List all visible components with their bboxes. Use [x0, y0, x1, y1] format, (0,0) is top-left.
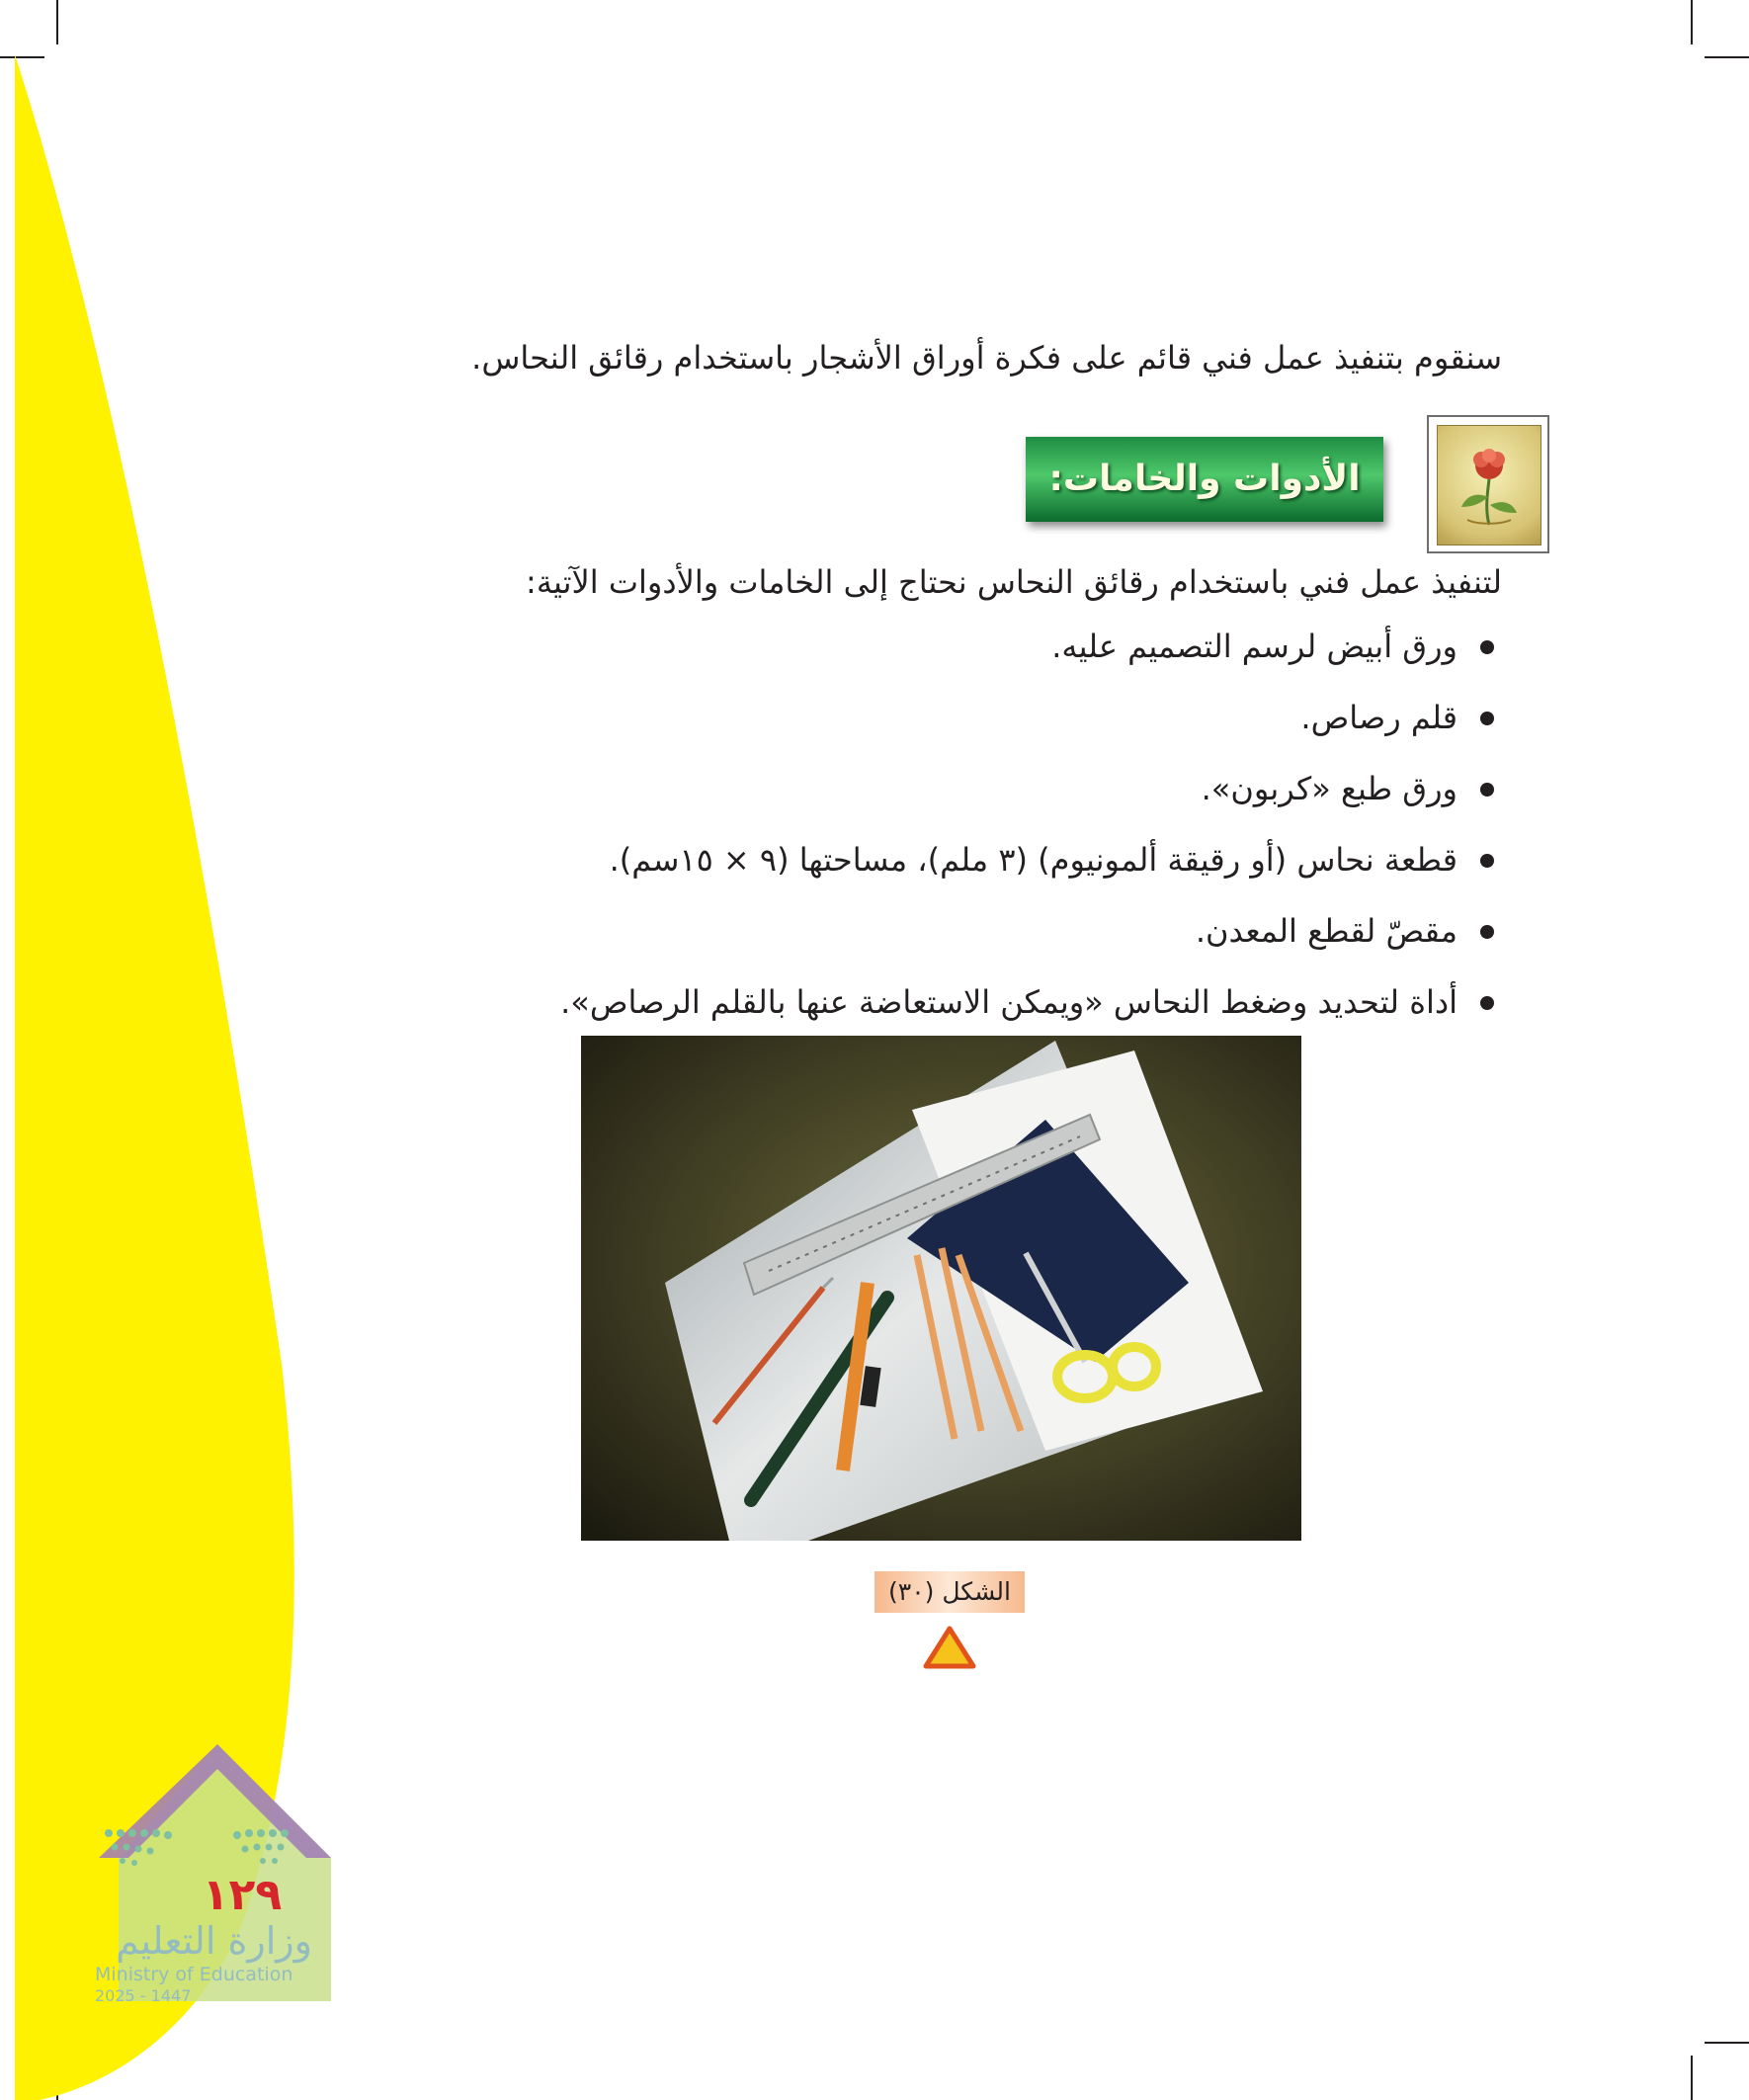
intro-paragraph: سنقوم بتنفيذ عمل فني قائم على فكرة أوراق الأشجار باستخدام رقائق النحاس.: [471, 339, 1502, 377]
list-item-text: قلم رصاص.: [1300, 699, 1458, 736]
figure-caption: الشكل (٣٠): [874, 1571, 1025, 1613]
section-heading: [1026, 415, 1549, 553]
list-item: [316, 623, 1502, 694]
list-item: [316, 907, 1502, 978]
flower-icon: [1427, 415, 1549, 553]
list-item-text: أداة لتحديد وضغط النحاس «ويمكن الاستعاضة عنها بالقلم الرصاص».: [560, 983, 1458, 1021]
materials-list: [316, 623, 1502, 1050]
page-number: ١٢٩: [202, 1870, 283, 1920]
list-item-text: مقصّ لقطع المعدن.: [1195, 912, 1458, 950]
flower-icon-graphic: [1438, 426, 1541, 545]
list-item: [316, 836, 1502, 907]
bullet-icon: [1480, 712, 1494, 725]
flower-icon-frame: [1437, 425, 1541, 546]
bullet-icon: [1480, 783, 1494, 797]
list-item: [316, 765, 1502, 836]
ministry-name-arabic: وزارة التعليم: [116, 1919, 312, 1963]
lead-paragraph: لتنفيذ عمل فني باستخدام رقائق النحاس نحتاج إلى الخامات والأدوات الآتية:: [526, 563, 1502, 601]
list-item-text: قطعة نحاس (أو رقيقة ألمونيوم) (٣ ملم)، مساحتها (٩ × ١٥سم).: [609, 841, 1458, 879]
list-item-text: ورق أبيض لرسم التصميم عليه.: [1051, 628, 1458, 665]
ministry-name-english: Ministry of Education: [95, 1964, 293, 1985]
heading-title: الأدوات والخامات:: [1048, 459, 1361, 499]
bullet-icon: [1480, 854, 1494, 868]
bullet-icon: [1480, 640, 1494, 654]
warning-triangle-icon: [923, 1626, 976, 1669]
list-item-text: ورق طبع «كربون».: [1201, 770, 1458, 807]
ministry-year: 2025 - 1447: [95, 1986, 192, 2005]
bullet-icon: [1480, 996, 1494, 1010]
list-item: [316, 694, 1502, 765]
bullet-icon: [1480, 925, 1494, 939]
tools-photo: [581, 1036, 1301, 1541]
